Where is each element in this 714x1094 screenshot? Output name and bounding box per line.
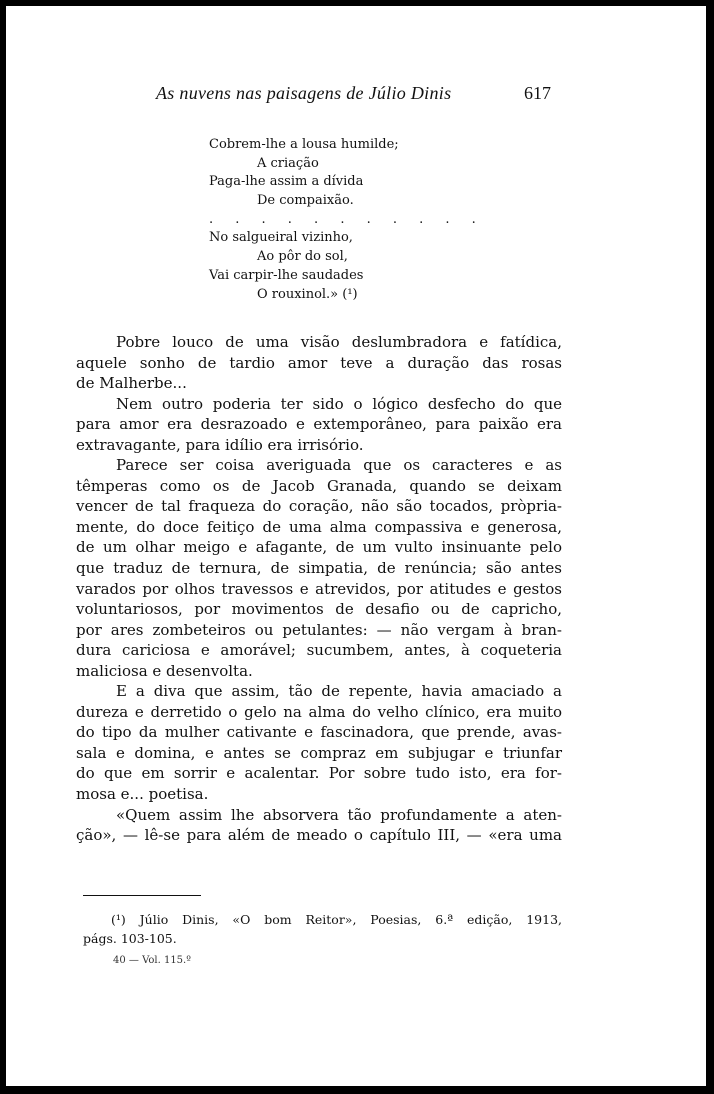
body-text bbox=[76, 332, 562, 846]
body-line: Parece ser coisa averiguada que os caracteres e as bbox=[116, 456, 562, 475]
body-line: sala e domina, e antes se compraz em subjugar e triunfar bbox=[76, 743, 562, 762]
running-title: As nuvens nas paisagens de Júlio Dinis bbox=[156, 83, 452, 103]
body-line: maliciosa e desenvolta. bbox=[76, 661, 253, 680]
body-line: E a diva que assim, tão de repente, havia amaciado a bbox=[116, 682, 562, 701]
poem-line: No salgueiral vizinho, bbox=[209, 230, 353, 246]
page-number: 617 bbox=[524, 83, 551, 103]
poem-ellipsis: . . . . . . . . . . . bbox=[209, 211, 485, 227]
body-line: «Quem assim lhe absorvera tão profundamente a aten- bbox=[116, 805, 562, 824]
body-line: do tipo da mulher cativante e fascinadora, que prende, avas- bbox=[76, 723, 562, 742]
body-line: aquele sonho de tardio amor teve a duração das rosas bbox=[76, 353, 562, 372]
poem-line: O rouxinol.» (¹) bbox=[257, 286, 358, 302]
body-line: dura cariciosa e amorável; sucumbem, antes, à coqueteria bbox=[76, 641, 562, 660]
body-line: extravagante, para idílio era irrisório. bbox=[76, 435, 364, 454]
footnote bbox=[83, 910, 562, 948]
poem-line: Paga-lhe assim a dívida bbox=[209, 174, 364, 190]
body-line: de um olhar meigo e afagante, de um vulto insinuante pelo bbox=[76, 538, 562, 557]
running-head bbox=[156, 83, 551, 107]
body-line: por ares zombeteiros ou petulantes: — não vergam à bran- bbox=[76, 620, 562, 639]
book-page bbox=[6, 6, 706, 1086]
body-line: dureza e derretido o gelo na alma do velho clínico, era muito bbox=[76, 702, 562, 721]
body-line: mosa e... poetisa. bbox=[76, 785, 209, 804]
poem-line: Cobrem-lhe a lousa humilde; bbox=[209, 137, 399, 152]
body-line: do que em sorrir e acalentar. Por sobre tudo isto, era for- bbox=[76, 764, 562, 783]
body-line: para amor era desrazoado e extemporâneo, para paixão era bbox=[76, 415, 562, 434]
signature-mark: 40 — Vol. 115.º bbox=[113, 955, 191, 966]
body-line: varados por olhos travessos e atrevidos, por atitudes e gestos bbox=[76, 579, 562, 598]
body-line: que traduz de ternura, de simpatia, de renúncia; são antes bbox=[76, 559, 562, 578]
footnote-line: págs. 103-105. bbox=[83, 931, 177, 946]
poem-line: Ao pôr do sol, bbox=[257, 249, 348, 265]
body-line: voluntariosos, por movimentos de desafio ou de capricho, bbox=[76, 600, 562, 619]
poem-line: A criação bbox=[257, 155, 319, 171]
body-line: vencer de tal fraqueza do coração, não são tocados, pròpria- bbox=[76, 497, 562, 516]
footnote-line: (¹) Júlio Dinis, «O bom Reitor», Poesias, 6.ª edição, 1913, bbox=[111, 912, 562, 927]
body-line: de Malherbe... bbox=[76, 374, 187, 393]
footnote-rule bbox=[83, 895, 201, 896]
poem-line: Vai carpir-lhe saudades bbox=[209, 267, 364, 283]
body-line: têmperas como os de Jacob Granada, quando se deixam bbox=[76, 476, 562, 495]
body-line: mente, do doce feitiço de uma alma compassiva e generosa, bbox=[76, 517, 562, 536]
body-line: Pobre louco de uma visão deslumbradora e fatídica, bbox=[116, 333, 562, 351]
poem-quotation bbox=[209, 136, 485, 304]
body-line: ção», — lê-se para além de meado o capítulo III, — «era uma bbox=[76, 826, 562, 845]
body-line: Nem outro poderia ter sido o lógico desfecho do que bbox=[116, 394, 562, 413]
poem-line: De compaixão. bbox=[257, 193, 354, 209]
